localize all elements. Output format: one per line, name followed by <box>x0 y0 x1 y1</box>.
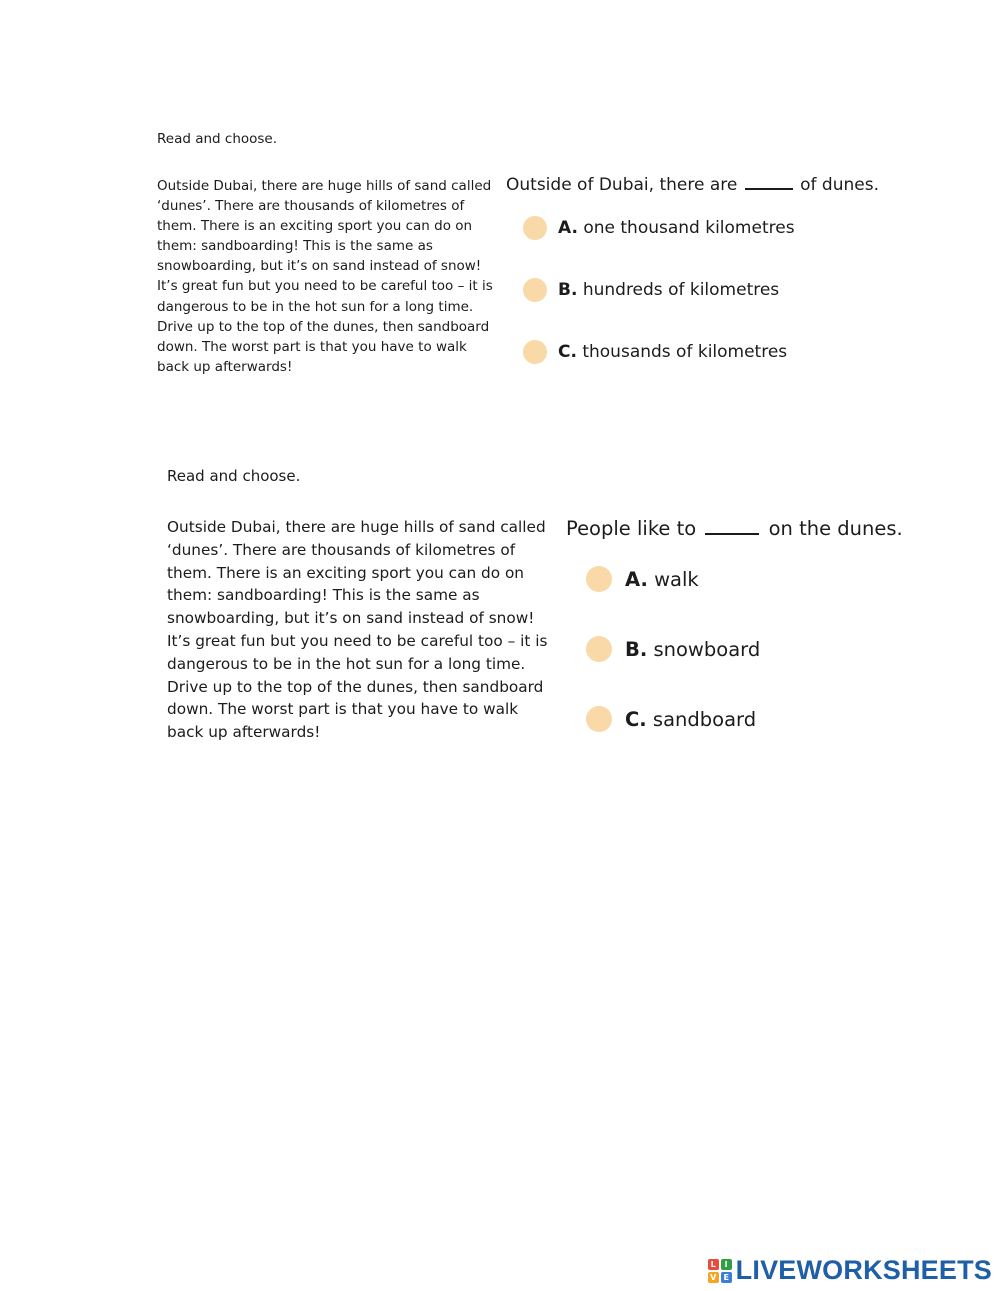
passage-line: back up afterwards! <box>167 723 321 742</box>
passage-line: Outside Dubai, there are huge hills of sand called <box>157 178 492 194</box>
option-b-label[interactable] <box>558 280 779 300</box>
option-a-radio[interactable] <box>523 216 547 240</box>
option-letter: B. <box>558 280 578 300</box>
passage-line: back up afterwards! <box>157 358 293 375</box>
logo-block: L <box>708 1259 719 1270</box>
option-c-label[interactable] <box>625 708 756 731</box>
option-text: hundreds of kilometres <box>582 280 780 300</box>
instruction-1: Read and choose. <box>157 131 278 147</box>
question-2 <box>566 517 903 540</box>
logo-block: E <box>721 1272 732 1283</box>
passage-line: ‘dunes’. There are thousands of kilometres of <box>167 540 516 559</box>
option-letter: C. <box>558 342 577 362</box>
passage-line: down. The worst part is that you have to walk <box>167 700 519 719</box>
option-b-label[interactable] <box>625 638 760 661</box>
passage-line: It’s great fun but you need to be careful too – it is <box>157 278 493 295</box>
option-text: snowboard <box>653 637 761 661</box>
option-letter: B. <box>625 637 648 661</box>
option-c-radio[interactable] <box>523 340 547 364</box>
passage-line: snowboarding, but it’s on sand instead of snow! <box>157 258 482 275</box>
passage-line: them: sandboarding! This is the same as <box>157 238 433 255</box>
option-a-label[interactable] <box>558 218 795 238</box>
question-1 <box>506 175 879 195</box>
passage-line: down. The worst part is that you have to walk <box>157 338 467 355</box>
question-1-option-a[interactable] <box>523 216 795 240</box>
passage-line: It’s great fun but you need to be careful too – it is <box>167 631 548 650</box>
question-1-option-c[interactable] <box>523 340 787 364</box>
question-2-text-after: on the dunes. <box>768 517 903 540</box>
option-c-radio[interactable] <box>586 706 612 732</box>
question-2-blank <box>705 533 759 535</box>
logo-text: LIVEWORKSHEETS <box>735 1255 992 1285</box>
reading-passage-2 <box>167 516 548 744</box>
option-b-radio[interactable] <box>523 278 547 302</box>
option-text: one thousand kilometres <box>583 218 795 238</box>
option-c-label[interactable] <box>558 342 787 362</box>
question-1-text-before: Outside of Dubai, there are <box>506 175 738 195</box>
passage-line: them: sandboarding! This is the same as <box>167 586 480 605</box>
logo-block: I <box>721 1259 732 1270</box>
option-text: walk <box>654 567 699 591</box>
option-a-radio[interactable] <box>586 566 612 592</box>
instruction-2: Read and choose. <box>167 467 301 485</box>
reading-passage-1 <box>157 176 493 377</box>
question-1-text-after: of dunes. <box>800 175 879 195</box>
option-letter: C. <box>625 707 647 731</box>
passage-line: Outside Dubai, there are huge hills of sand called <box>167 518 546 536</box>
logo-block: V <box>708 1272 719 1283</box>
option-text: sandboard <box>652 707 757 731</box>
liveworksheets-logo <box>708 1255 992 1286</box>
question-2-option-c[interactable] <box>586 706 756 732</box>
option-letter: A. <box>558 218 578 238</box>
passage-line: them. There is an exciting sport you can do on <box>167 563 525 582</box>
question-2-text-before: People like to <box>566 517 697 540</box>
passage-line: dangerous to be in the hot sun for a long time. <box>157 298 474 315</box>
question-2-option-b[interactable] <box>586 636 760 662</box>
passage-line: dangerous to be in the hot sun for a long time. <box>167 654 526 673</box>
option-a-label[interactable] <box>625 568 699 591</box>
option-text: thousands of kilometres <box>582 342 788 362</box>
passage-line: them. There is an exciting sport you can do on <box>157 218 473 235</box>
passage-line: ‘dunes’. There are thousands of kilometres of <box>157 198 465 215</box>
option-b-radio[interactable] <box>586 636 612 662</box>
logo-blocks-icon <box>708 1259 732 1283</box>
option-letter: A. <box>625 567 648 591</box>
question-1-blank <box>745 188 793 190</box>
passage-line: Drive up to the top of the dunes, then sandboard <box>157 318 490 335</box>
passage-line: snowboarding, but it’s on sand instead of snow! <box>167 609 535 628</box>
passage-line: Drive up to the top of the dunes, then sandboard <box>167 677 544 696</box>
question-2-option-a[interactable] <box>586 566 699 592</box>
question-1-option-b[interactable] <box>523 278 779 302</box>
